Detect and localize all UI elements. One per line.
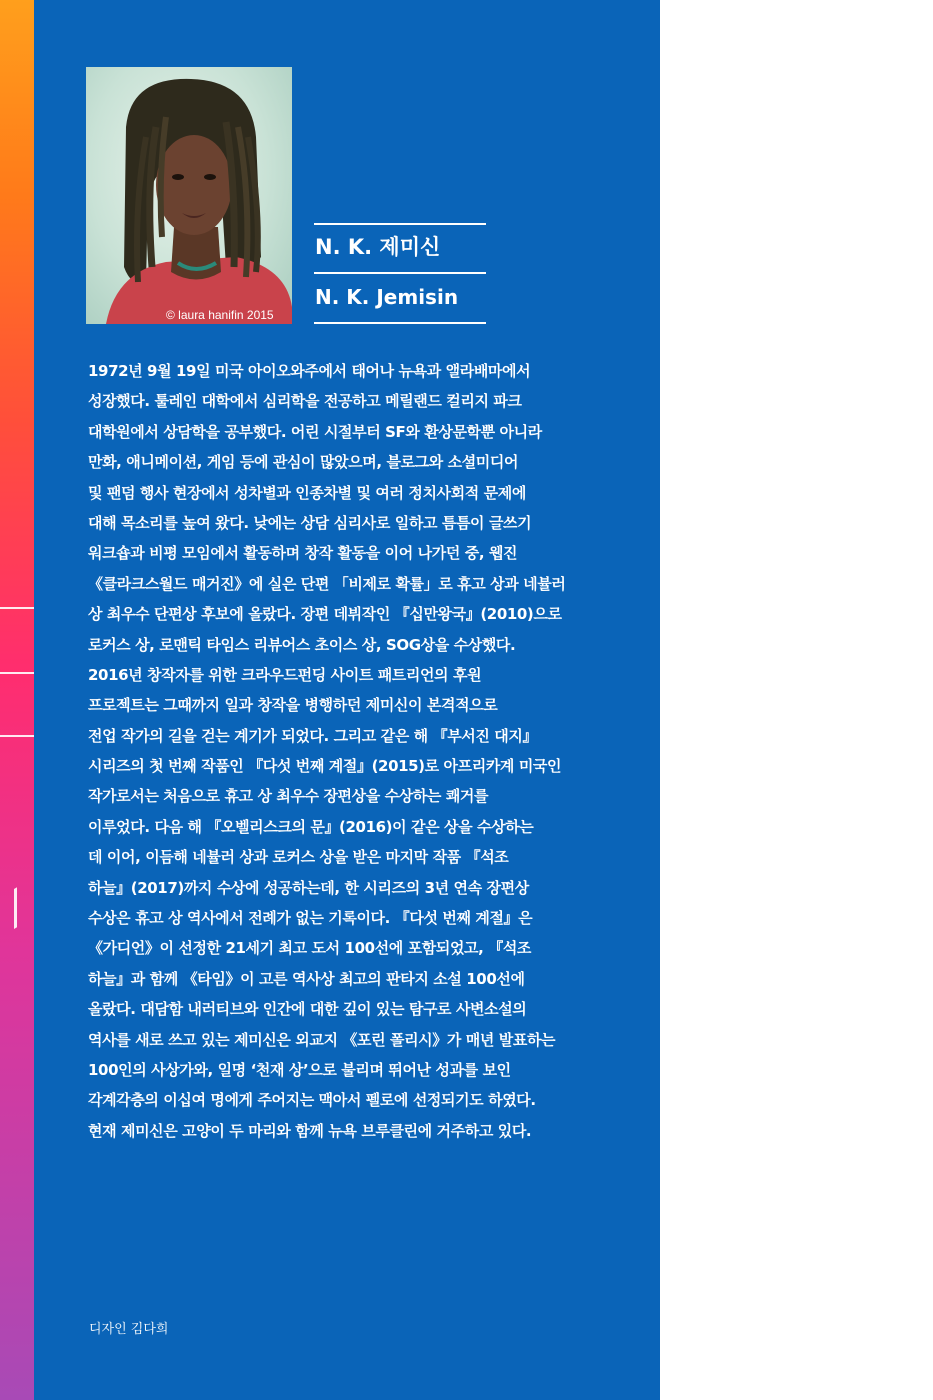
bio-line: 2016년 창작자를 위한 크라우드펀딩 사이트 패트리언의 후원	[88, 665, 482, 684]
bio-line: 대해 목소리를 높여 왔다. 낮에는 상담 심리사로 일하고 틈틈이 글쓰기	[88, 513, 532, 532]
bio-line: 작가로서는 처음으로 휴고 상 최우수 장편상을 수상하는 쾌거를	[88, 787, 489, 806]
author-biography	[88, 356, 588, 1146]
bio-line: 수상은 휴고 상 역사에서 전례가 없는 기록이다. 『다섯 번째 계절』은	[88, 909, 533, 928]
name-rule-top	[314, 223, 486, 225]
bio-line: 《가디언》이 선정한 21세기 최고 도서 100선에 포함되었고, 『석조	[88, 939, 532, 958]
name-rule-middle	[314, 272, 486, 274]
bio-line: 올랐다. 대담함 내러티브와 인간에 대한 깊이 있는 탐구로 사변소설의	[88, 1000, 527, 1019]
bio-line: 하늘』과 함께 《타임》이 고른 역사상 최고의 판타지 소설 100선에	[88, 969, 525, 988]
bio-line: 만화, 애니메이션, 게임 등에 관심이 많았으며, 블로그와 소셜미디어	[88, 453, 519, 472]
bio-line: 100인의 사상가와, 일명 ‘천재 상’으로 불리며 뛰어난 성과를 보인	[88, 1060, 511, 1079]
photo-credit: © laura hanifin 2015	[166, 308, 274, 322]
author-photo	[86, 67, 292, 324]
bio-line: 이루었다. 다음 해 『오벨리스크의 문』(2016)이 같은 상을 수상하는	[88, 817, 534, 836]
bio-line: 하늘』(2017)까지 수상에 성공하는데, 한 시리즈의 3년 연속 장편상	[88, 878, 529, 897]
bio-line: 워크숍과 비평 모임에서 활동하며 창작 활동을 이어 나가던 중, 웹진	[88, 544, 518, 563]
bio-line: 《클라크스월드 매거진》에 실은 단편 「비제로 확률」로 휴고 상과 네뷸러	[88, 574, 566, 593]
bio-line: 로커스 상, 로맨틱 타임스 리뷰어스 초이스 상, SOG상을 수상했다.	[88, 635, 516, 654]
bio-line: 데 이어, 이듬해 네뷸러 상과 로커스 상을 받은 마지막 작품 『석조	[88, 848, 509, 867]
bio-line: 1972년 9월 19일 미국 아이오와주에서 태어나 뉴욕과 앨라배마에서	[88, 362, 531, 380]
bio-line: 상 최우수 단편상 후보에 올랐다. 장편 데뷔작인 『십만왕국』(2010)으로	[88, 605, 562, 624]
cover-edge-strip	[0, 0, 34, 1400]
author-name-english: N. K. Jemisin	[315, 285, 459, 309]
bio-line: 전업 작가의 길을 걷는 계기가 되었다. 그리고 같은 해 『부서진 대지』	[88, 726, 538, 745]
bio-line: 각계각층의 이십여 명에게 주어지는 맥아서 펠로에 선정되기도 하였다.	[88, 1091, 536, 1110]
designer-credit: 디자인 김다희	[89, 1322, 169, 1337]
bio-line: 현재 제미신은 고양이 두 마리와 함께 뉴욕 브루클린에 거주하고 있다.	[88, 1121, 532, 1140]
bio-line: 및 팬덤 행사 현장에서 성차별과 인종차별 및 여러 정치사회적 문제에	[88, 483, 526, 502]
bio-line: 프로젝트는 그때까지 일과 창작을 병행하던 제미신이 본격적으로	[88, 696, 498, 715]
edge-line	[0, 672, 34, 674]
edge-line	[0, 735, 34, 737]
author-flap-panel	[34, 0, 660, 1400]
name-rule-bottom	[314, 322, 486, 324]
edge-line	[0, 607, 34, 609]
bio-line: 시리즈의 첫 번째 작품인 『다섯 번째 계절』(2015)로 아프리카계 미국인	[88, 757, 562, 776]
author-portrait-image	[86, 67, 292, 324]
author-name-korean: N. K. 제미신	[315, 235, 441, 259]
bio-line: 대학원에서 상담학을 공부했다. 어린 시절부터 SF와 환상문학뿐 아니라	[88, 422, 542, 441]
bio-line: 역사를 새로 쓰고 있는 제미신은 외교지 《포린 폴리시》가 매년 발표하는	[88, 1030, 556, 1049]
edge-graphic	[0, 887, 17, 943]
bio-line: 성장했다. 툴레인 대학에서 심리학을 전공하고 메릴랜드 컬리지 파크	[88, 392, 522, 411]
